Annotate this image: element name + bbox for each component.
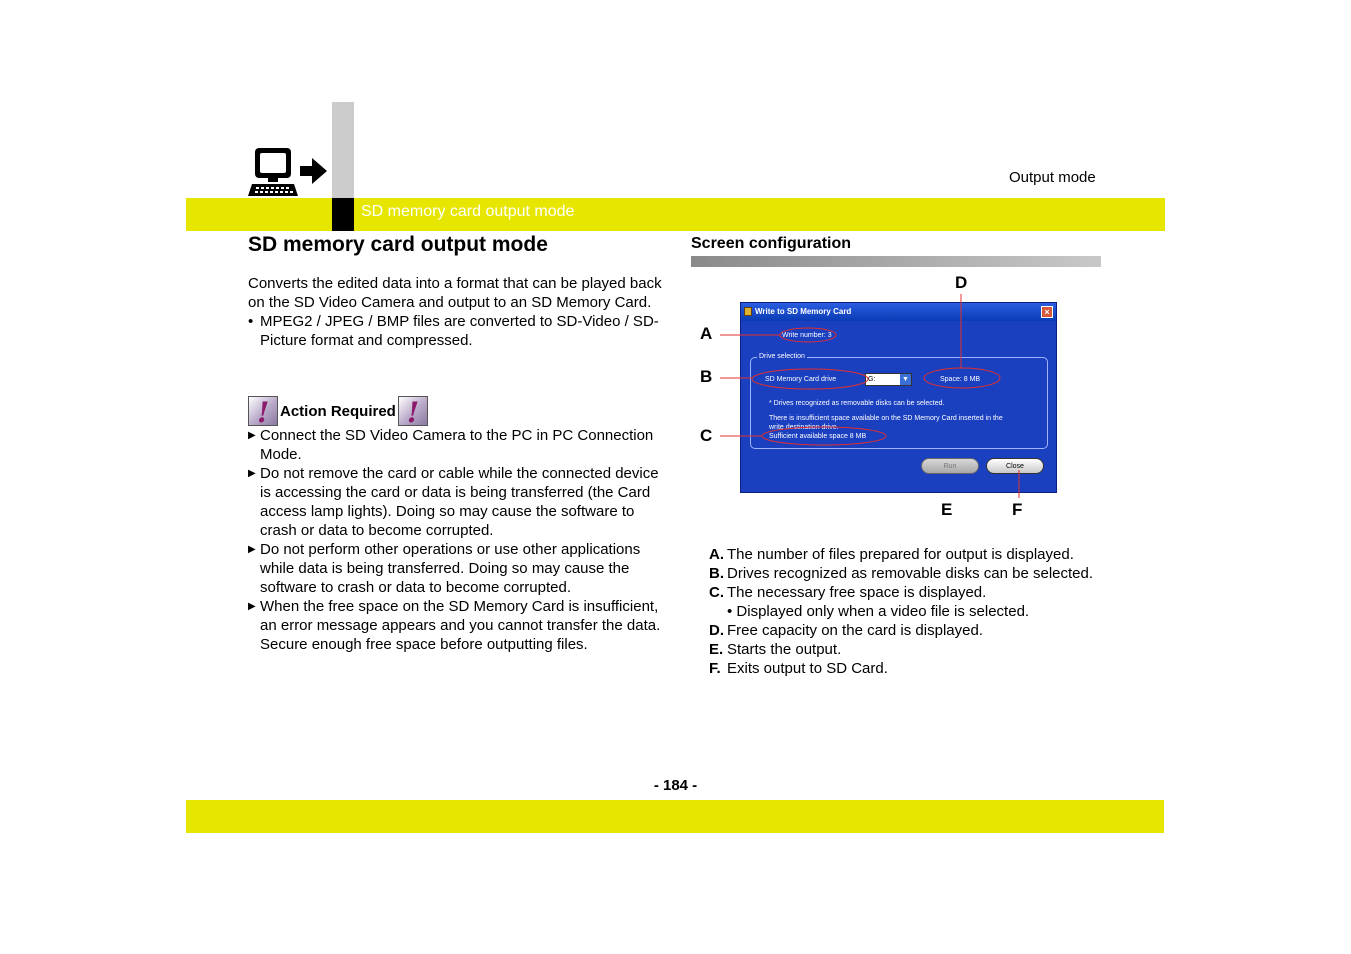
warning-line-1: There is insufficient space available on the SD Memory Card inserted in the: [769, 415, 1003, 422]
requirements-list: [248, 426, 668, 654]
callout-label-c: C: [700, 426, 713, 445]
close-button[interactable]: Close: [986, 458, 1044, 474]
list-item: ▶ When the free space on the SD Memory Card is insufficient, an error message appears and you cannot transfer the data. Secure enough free space before outputting files.: [248, 598, 661, 653]
drive-dropdown[interactable]: [865, 373, 912, 386]
list-item: F. Exits output to SD Card.: [709, 660, 888, 677]
app-icon: [744, 307, 752, 316]
dialog-titlebar: [741, 303, 1056, 321]
list-item: ▶ Connect the SD Video Camera to the PC in PC Connection Mode.: [248, 427, 654, 463]
header-black-tab: [332, 198, 354, 231]
section-band-title: SD memory card output mode: [361, 203, 575, 220]
sufficient-space: Sufficient available space 8 MB: [769, 433, 867, 440]
page-title: SD memory card output mode: [248, 233, 548, 256]
page-number: - 184 -: [653, 777, 698, 794]
list-item: ▶ Do not remove the card or cable while the connected device is accessing the card or data is being transferred (the Card access lamp lights). Doing so may cause the software to crash or data to become corrupted.: [248, 465, 659, 539]
callout-label-b: B: [700, 367, 713, 386]
computer-output-icon: [248, 146, 328, 198]
drive-value: G:: [868, 376, 876, 383]
list-item: E. Starts the output.: [709, 641, 842, 658]
triangle-bullet-icon: ▶: [248, 601, 256, 612]
screen-configuration-title: Screen configuration: [691, 235, 852, 252]
write-dialog-screenshot: [740, 302, 1057, 493]
list-item: B. Drives recognized as removable disks can be selected.: [709, 565, 1094, 582]
output-mode-label: Output mode: [1009, 169, 1096, 186]
callout-label-e: E: [941, 500, 953, 519]
intro-paragraph: Converts the edited data into a format that can be played back on the SD Video Camera and output to an SD Memory Card.: [248, 275, 662, 311]
triangle-bullet-icon: ▶: [248, 544, 256, 555]
write-number: Write number: 3: [782, 332, 832, 339]
close-icon[interactable]: ×: [1041, 306, 1053, 318]
warning-line-2: write destination drive.: [769, 424, 839, 431]
exclamation-icon: !: [248, 396, 278, 426]
exclamation-icon: !: [398, 396, 428, 426]
intro-bullet: • MPEG2 / JPEG / BMP files are converted to SD-Video / SD-Picture format and compressed.: [248, 312, 668, 350]
list-item: A. The number of files prepared for output is displayed.: [709, 546, 1074, 563]
action-required-label: Action Required: [280, 402, 396, 420]
space-value: Space: 8 MB: [940, 376, 981, 383]
intro-bullet-text: MPEG2 / JPEG / BMP files are converted to SD-Video / SD-Picture format and compressed.: [260, 313, 659, 349]
removable-note: * Drives recognized as removable disks can be selected.: [769, 400, 945, 407]
list-item: C. The necessary free space is displayed.: [709, 584, 987, 601]
run-button[interactable]: Run: [921, 458, 979, 474]
triangle-bullet-icon: ▶: [248, 430, 256, 441]
header-gray-bar: [332, 102, 354, 198]
description-list: [709, 545, 1109, 678]
heading-rule: [691, 256, 1101, 267]
callout-label-f: F: [1012, 500, 1023, 519]
list-item: • Displayed only when a video file is selected.: [727, 603, 1030, 620]
dialog-title: Write to SD Memory Card: [755, 307, 852, 316]
list-item: ▶ Do not perform other operations or use other applications while data is being transferred. Doing so may cause the software to crash or data to become corrupted.: [248, 541, 641, 596]
footer-band: [186, 800, 1164, 833]
chevron-down-icon[interactable]: ▼: [900, 374, 911, 385]
action-required-heading: [248, 395, 428, 427]
intro-text: [248, 274, 668, 350]
callout-label-a: A: [700, 324, 713, 343]
list-item: D. Free capacity on the card is displayed.: [709, 622, 983, 639]
drive-label: SD Memory Card drive: [765, 376, 837, 383]
callout-label-d: D: [955, 273, 968, 292]
triangle-bullet-icon: ▶: [248, 468, 256, 479]
drive-group-label: Drive selection: [759, 353, 805, 360]
